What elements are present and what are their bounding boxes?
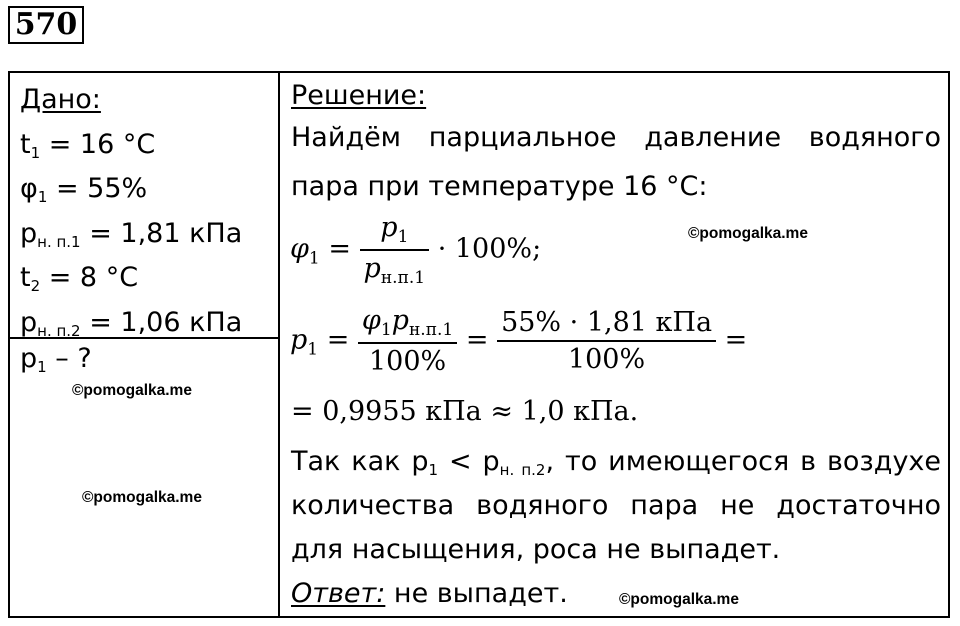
watermark: ©pomogalka.me bbox=[82, 489, 202, 506]
answer-line bbox=[291, 578, 568, 609]
given-phi1: $\varphi_1 = 55\%$ bbox=[20, 173, 148, 206]
conclusion-line-3: для насыщения, роса не выпадет. bbox=[291, 534, 781, 565]
given-t2: $t_2 = 8$ °C bbox=[20, 262, 139, 295]
solution-line-1: Найдём парциальное давление водяного bbox=[291, 122, 941, 153]
given-t1: $t_1 = 16$ °C bbox=[20, 128, 156, 162]
formula-result: = 0,9955 кПа ≈ 1,0 кПа. bbox=[291, 396, 639, 427]
given-pnp2: $p_{н. п.2} = 1,06$ кПа bbox=[20, 306, 243, 340]
conclusion-line-2: количества водяного пара не достаточно bbox=[291, 490, 941, 521]
given-heading: Дано: bbox=[20, 84, 101, 115]
given-pnp1: $p_{н. п.1} = 1,81$ кПа bbox=[20, 217, 243, 251]
column-divider bbox=[278, 71, 280, 618]
formula-partial-pressure: $p_1$ = $\frac{\varphi_1p_{н.п.1}}{100\%}$ = $\frac{\text{55\% · 1,81 кПа}}{100\%}$ = bbox=[290, 305, 748, 377]
solution-line-2: пара при температуре 16 °С: bbox=[291, 171, 708, 202]
solution-heading: Решение: bbox=[291, 80, 427, 111]
watermark: ©pomogalka.me bbox=[619, 591, 739, 608]
find-section: $p_1$ – ? bbox=[20, 343, 92, 376]
problem-number: 570 bbox=[8, 6, 84, 44]
conclusion-line-1: Так как $p_1 < p_{н. п.2}$, то имеющегося в воздухе bbox=[291, 446, 942, 479]
given-section bbox=[20, 78, 242, 345]
watermark: ©pomogalka.me bbox=[688, 225, 808, 242]
answer-text: не выпадет. bbox=[385, 578, 568, 609]
formula-humidity: $\varphi_1$ = $\frac{p_1}{p_{н.п.1}}$ · 100%; bbox=[290, 212, 542, 288]
watermark: ©pomogalka.me bbox=[72, 382, 192, 399]
answer-label: Ответ: bbox=[291, 578, 386, 609]
